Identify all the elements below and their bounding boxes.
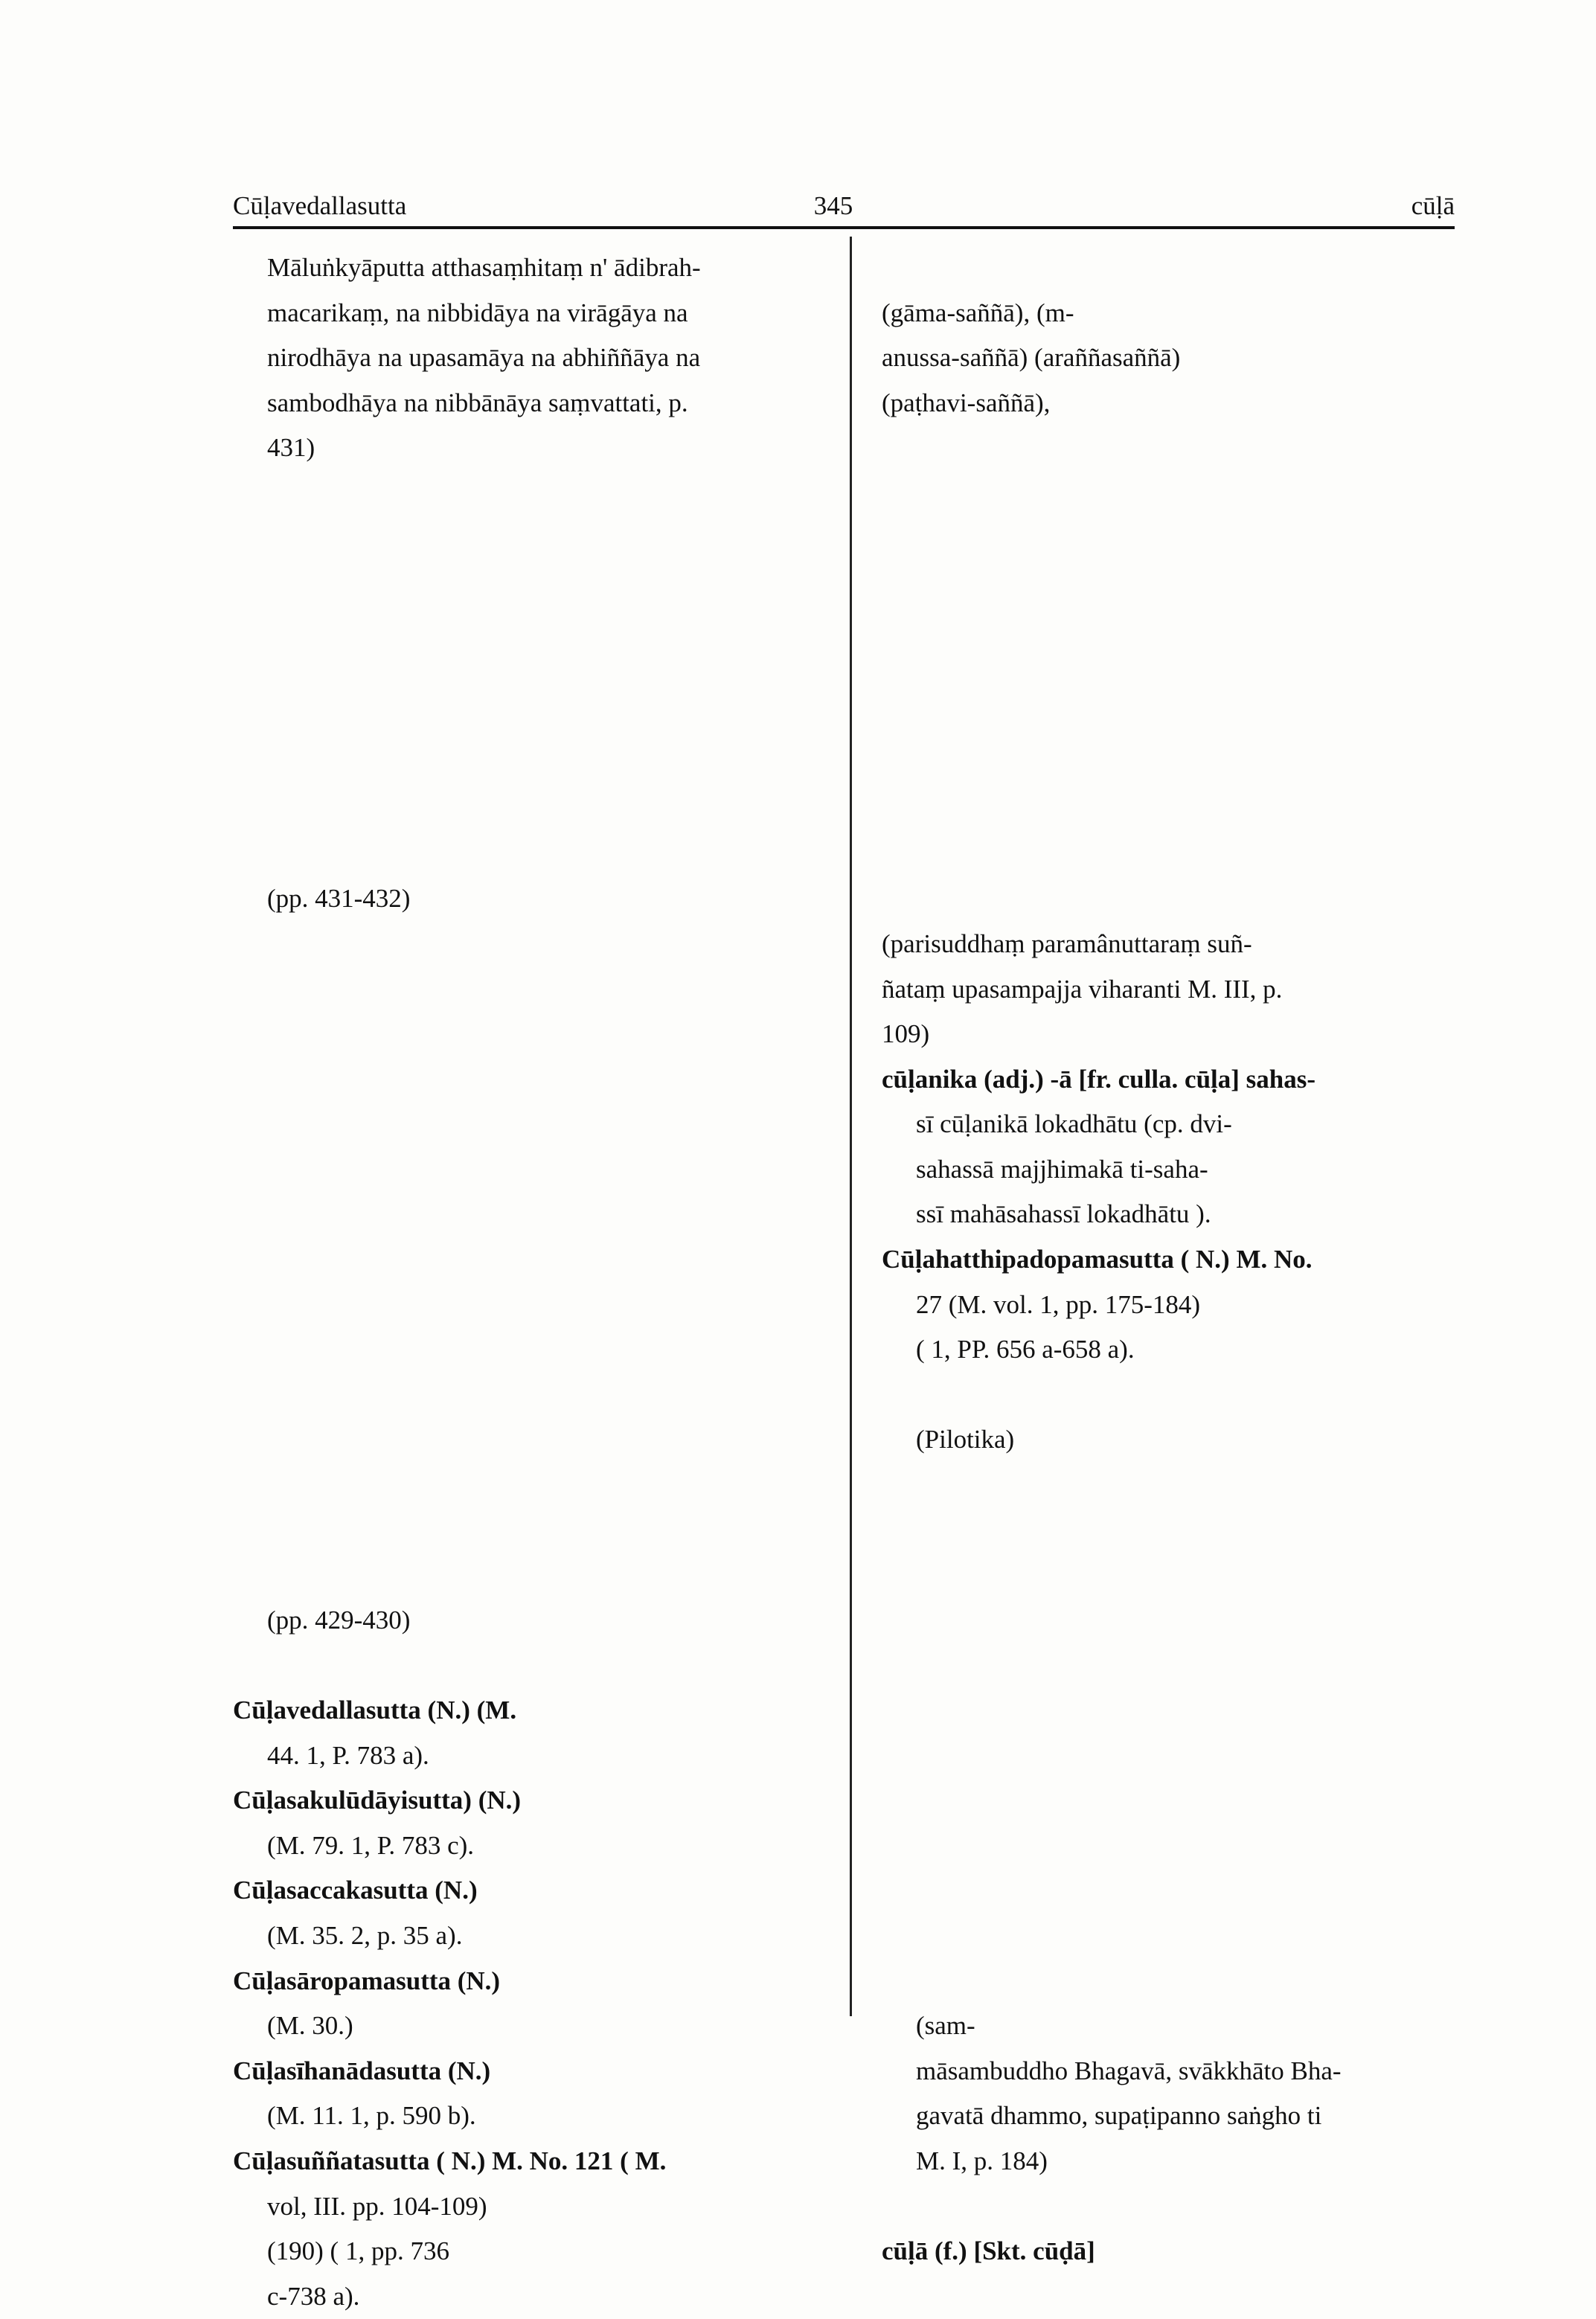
entry-line — [882, 742, 1464, 787]
entry-line — [233, 967, 828, 1013]
entry-line — [233, 786, 828, 832]
entry-line: Cūḷasāropamasutta (N.) — [233, 1966, 501, 1995]
dictionary-entry — [233, 1778, 828, 1868]
entry-line — [882, 1868, 1464, 1914]
header-rule — [233, 226, 1455, 229]
dictionary-entry — [882, 1237, 1464, 1373]
entry-line — [233, 742, 828, 787]
entry-line — [233, 606, 828, 652]
entry-line — [882, 1733, 1464, 1779]
dictionary-entry — [233, 1959, 828, 2049]
entry-line — [233, 1463, 828, 1508]
entry-line — [882, 471, 1464, 516]
entry-line — [233, 1147, 828, 1193]
entry-line: M. I, p. 184) — [916, 2146, 1048, 2175]
entry-line: cūḷā (f.) [Skt. cūḍā] — [882, 2236, 1095, 2266]
entry-line: ssī mahāsahassī lokadhātu ). — [916, 1199, 1211, 1229]
entry-line — [233, 1508, 828, 1553]
dictionary-entry — [882, 832, 1464, 1057]
entry-line — [233, 561, 828, 606]
entry-line: (gāma-saññā), (m- — [882, 298, 1074, 327]
page-number: 345 — [813, 191, 853, 220]
entry-line: macarikaṃ, na nibbidāya na virāgāya na — [267, 298, 688, 327]
entry-line — [882, 696, 1464, 742]
entry-line: Cūḷasakulūdāyisutta) (N.) — [233, 1786, 522, 1815]
dictionary-entry — [233, 1868, 828, 1958]
entry-line: ñataṃ upasampajja viharanti M. III, p. — [882, 974, 1283, 1004]
entry-line: māsambuddho Bhagavā, svākkhāto Bha- — [916, 2056, 1342, 2085]
entry-line — [233, 1373, 828, 1418]
entry-line: Cūḷavedallasutta (N.) (M. — [233, 1696, 517, 1725]
entry-line — [233, 516, 828, 562]
entry-line: (pp. 429-430) — [267, 1605, 411, 1635]
entry-line — [233, 1192, 828, 1237]
entry-line: 431) — [267, 433, 315, 463]
entry-line: 44. 1, P. 783 a). — [267, 1740, 429, 1770]
column-divider — [850, 237, 852, 2016]
entry-line: (M. 35. 2, p. 35 a). — [267, 1920, 463, 1950]
entry-line — [882, 1373, 1464, 1418]
entry-line: sī cūḷanikā lokadhātu (cp. dvi- — [916, 1109, 1232, 1139]
entry-line — [882, 1643, 1464, 1688]
dictionary-entry — [882, 2229, 1464, 2274]
entry-line: Cūḷahatthipadopamasutta ( N.) M. No. — [882, 1245, 1313, 1274]
entry-line — [233, 1417, 828, 1463]
dictionary-entry — [233, 1012, 828, 1688]
entry-line: sambodhāya na nibbānāya saṃvattati, p. — [267, 388, 688, 417]
entry-line — [233, 696, 828, 742]
entry-line — [233, 1327, 828, 1373]
entry-line: sahassā majjhimakā ti-saha- — [916, 1154, 1208, 1184]
entry-line — [882, 1598, 1464, 1643]
entry-line: anussa-saññā) (araññasaññā) — [882, 343, 1181, 373]
entry-line — [233, 1643, 828, 1688]
entry-line: (sam- — [916, 2011, 975, 2041]
dictionary-entry — [882, 1373, 1464, 1643]
entry-line — [882, 246, 1464, 291]
entry-line — [882, 426, 1464, 471]
dictionary-entry — [233, 471, 828, 742]
entry-line: (M. 30.) — [267, 2011, 353, 2041]
entry-line — [882, 516, 1464, 562]
entry-line — [882, 606, 1464, 652]
entry-line — [233, 1102, 828, 1147]
entry-line — [233, 1057, 828, 1103]
dictionary-entry — [233, 2049, 828, 2139]
dictionary-entry — [882, 1643, 1464, 2229]
entry-line — [882, 1553, 1464, 1598]
entry-line: Cūḷasaccakasutta (N.) — [233, 1876, 478, 1905]
entry-line — [882, 1688, 1464, 1733]
entry-line: gavatā dhammo, supaṭipanno saṅgho ti — [916, 2101, 1322, 2131]
dictionary-entry — [233, 742, 828, 1013]
running-header-right: cūḷā — [1411, 191, 1455, 220]
entry-line — [882, 651, 1464, 696]
entry-line — [233, 922, 828, 967]
entry-line: (paṭhavi-saññā), — [882, 388, 1051, 417]
running-header-left: Cūḷavedallasutta — [233, 191, 407, 220]
entry-line — [233, 651, 828, 696]
entry-line — [882, 786, 1464, 832]
entry-line — [882, 1824, 1464, 1869]
left-column — [233, 246, 828, 2319]
entry-line: (190) ( 1, pp. 736 — [267, 2236, 449, 2266]
entry-line — [233, 1283, 828, 1328]
entry-line — [233, 1237, 828, 1283]
entry-line: Cūḷasuññatasutta ( N.) M. No. 121 ( M. — [233, 2146, 667, 2175]
dictionary-entry — [233, 2139, 828, 2319]
entry-line: (M. 79. 1, P. 783 c). — [267, 1830, 475, 1860]
entry-line: (M. 11. 1, p. 590 b). — [267, 2101, 476, 2131]
dictionary-entry — [882, 246, 1464, 832]
entry-line — [882, 1914, 1464, 1959]
entry-line — [882, 1508, 1464, 1553]
entry-line — [882, 2184, 1464, 2230]
dictionary-entry — [233, 1688, 828, 1778]
entry-line — [882, 1959, 1464, 2004]
entry-line — [233, 471, 828, 516]
entry-line: 27 (M. vol. 1, pp. 175-184) — [916, 1289, 1201, 1319]
dictionary-entry — [882, 1057, 1464, 1237]
entry-line: c-738 a). — [267, 2281, 360, 2311]
entry-line: (pp. 431-432) — [267, 884, 411, 914]
entry-line: cūḷanika (adj.) -ā [fr. culla. cūḷa] sahas- — [882, 1064, 1316, 1094]
entry-line — [882, 561, 1464, 606]
entry-line — [882, 832, 1464, 877]
entry-line — [233, 1012, 828, 1057]
entry-line: (parisuddhaṃ paramânuttaraṃ suñ- — [882, 928, 1252, 958]
dictionary-entry — [233, 246, 828, 471]
entry-line: vol, III. pp. 104-109) — [267, 2191, 487, 2221]
entry-line — [882, 876, 1464, 922]
entry-line: Cūḷasīhanādasutta (N.) — [233, 2056, 491, 2085]
entry-line: Māluṅkyāputta atthasaṃhitaṃ n' ādibrah- — [267, 253, 701, 282]
entry-line: 109) — [882, 1019, 930, 1049]
entry-line: nirodhāya na upasamāya na abhiññāya na — [267, 343, 701, 373]
entry-line: (Pilotika) — [916, 1425, 1015, 1454]
entry-line — [882, 1778, 1464, 1824]
entry-line: ( 1, PP. 656 a-658 a). — [916, 1335, 1135, 1364]
right-column — [882, 246, 1464, 2274]
entry-line — [233, 1553, 828, 1598]
entry-line — [882, 1463, 1464, 1508]
entry-line — [233, 832, 828, 877]
